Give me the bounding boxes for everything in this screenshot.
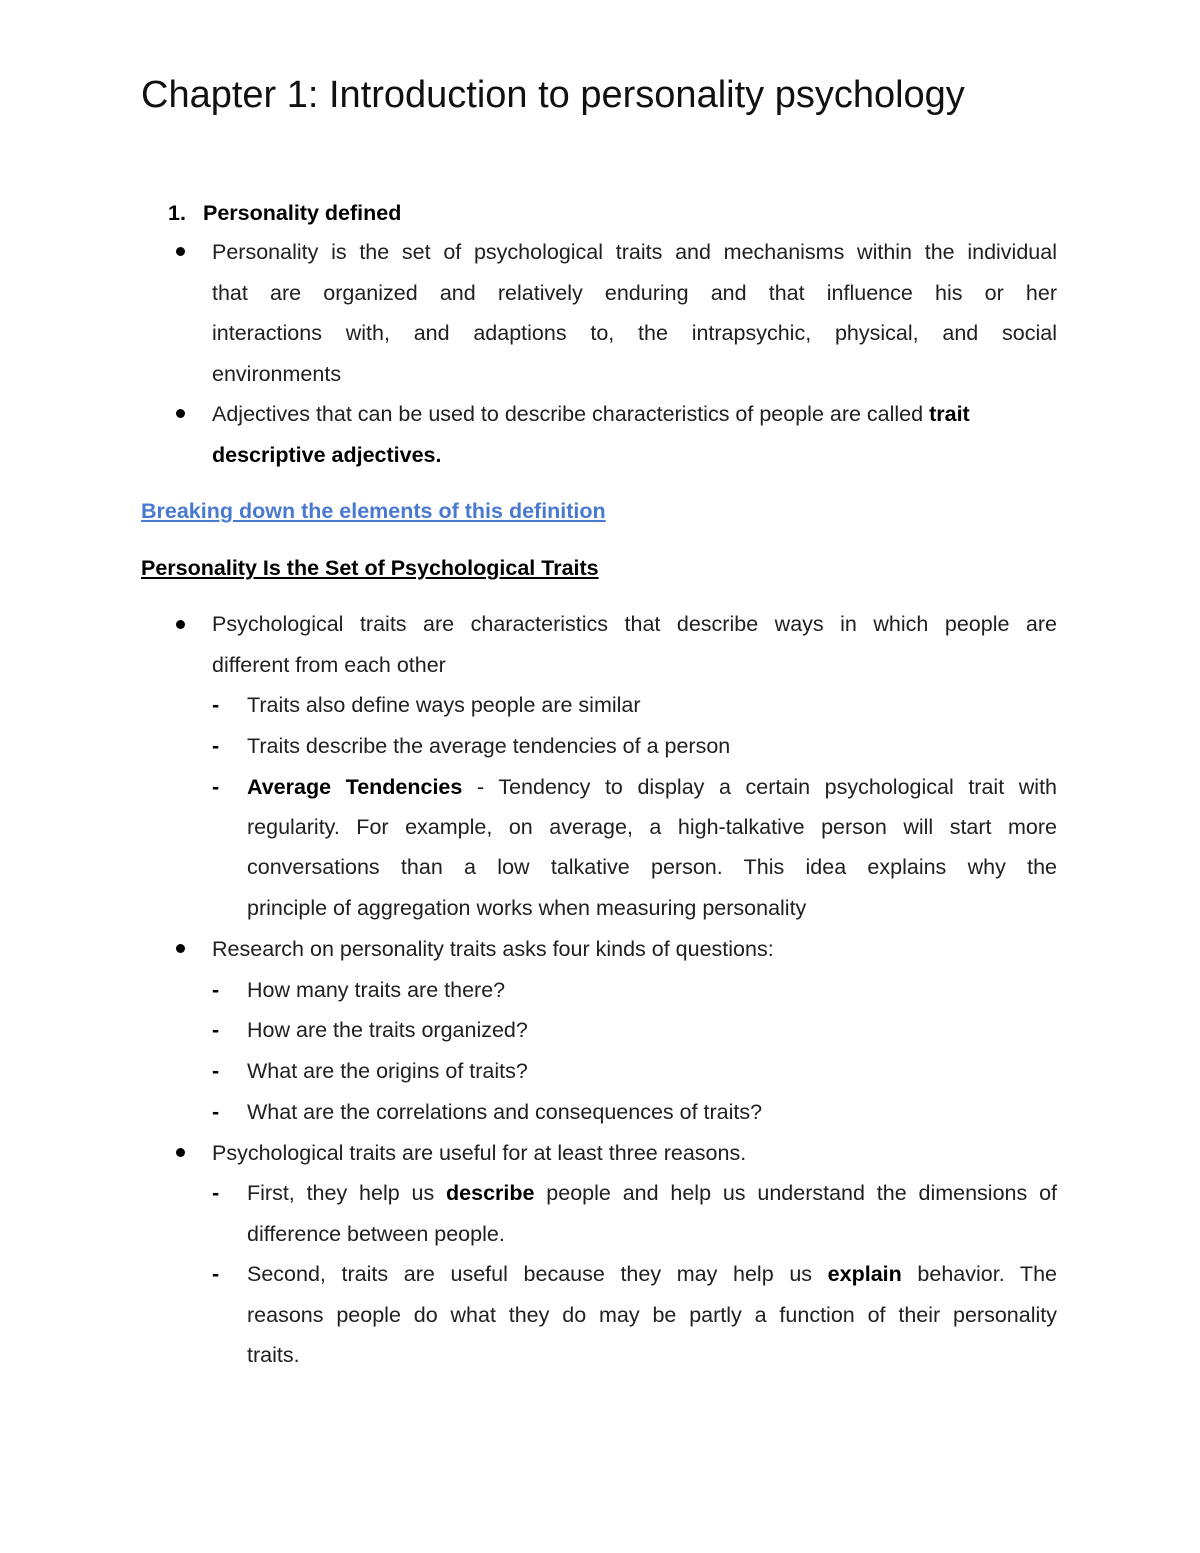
dash-marker: - xyxy=(212,693,220,717)
question-item: How are the traits organized? xyxy=(247,1018,528,1042)
question-item: What are the origins of traits? xyxy=(247,1059,528,1083)
traits-line-1: Psychological traits are characteristics that describe ways in which people are xyxy=(212,612,1057,636)
reason-2-line-1: Second, traits are useful because they may help us explain behavior. The xyxy=(247,1262,1057,1286)
definition-line-3: interactions with, and adaptions to, the intrapsychic, physical, and social xyxy=(212,321,1057,345)
definition-line-2: that are organized and relatively enduring and that influence his or her xyxy=(212,281,1057,305)
bullet-icon xyxy=(176,1148,185,1157)
reason-2-line-3: traits. xyxy=(247,1343,300,1367)
breakdown-link[interactable]: Breaking down the elements of this definition xyxy=(141,499,606,523)
definition-line-4: environments xyxy=(212,362,342,386)
dash-marker: - xyxy=(212,1181,220,1205)
dash-item-average: Traits describe the average tendencies of a person xyxy=(247,734,731,758)
question-item: How many traits are there? xyxy=(247,978,506,1002)
dash-marker: - xyxy=(212,775,220,799)
avg-tendencies-line-4: principle of aggregation works when measuring personality xyxy=(247,896,807,920)
reason-1-line-2: difference between people. xyxy=(247,1222,505,1246)
bullet-icon xyxy=(176,944,185,953)
reasons-intro: Psychological traits are useful for at least three reasons. xyxy=(212,1141,747,1165)
dash-marker: - xyxy=(212,734,220,758)
section-number: 1. xyxy=(168,201,186,225)
research-questions-intro: Research on personality traits asks four kinds of questions: xyxy=(212,937,774,961)
reason-1-line-1: First, they help us describe people and help us understand the dimensions of xyxy=(247,1181,1057,1205)
bullet-icon xyxy=(176,247,185,256)
dash-marker: - xyxy=(212,1059,220,1083)
adjectives-line-2: descriptive adjectives. xyxy=(212,443,442,467)
avg-tendencies-line-2: regularity. For example, on average, a high-talkative person will start more xyxy=(247,815,1057,839)
avg-tendencies-line-1: Average Tendencies - Tendency to display a certain psychological trait with xyxy=(247,775,1058,799)
question-item: What are the correlations and consequences of traits? xyxy=(247,1100,763,1124)
definition-line-1: Personality is the set of psychological traits and mechanisms within the individual xyxy=(212,240,1057,264)
page-title: Chapter 1: Introduction to personality psychology xyxy=(141,74,965,116)
dash-marker: - xyxy=(212,1018,220,1042)
bullet-icon xyxy=(176,409,185,418)
dash-marker: - xyxy=(212,1262,220,1286)
adjectives-line-1: Adjectives that can be used to describe characteristics of people are called trait xyxy=(212,402,970,426)
section-heading: Personality defined xyxy=(203,201,402,225)
traits-line-2: different from each other xyxy=(212,653,446,677)
reason-2-line-2: reasons people do what they do may be partly a function of their personality xyxy=(247,1303,1057,1327)
dash-marker: - xyxy=(212,1100,220,1124)
avg-tendencies-line-3: conversations than a low talkative person. This idea explains why the xyxy=(247,855,1057,879)
bullet-icon xyxy=(176,620,185,629)
dash-item-similar: Traits also define ways people are similar xyxy=(247,693,641,717)
dash-marker: - xyxy=(212,978,220,1002)
subheading: Personality Is the Set of Psychological Traits xyxy=(141,556,599,580)
